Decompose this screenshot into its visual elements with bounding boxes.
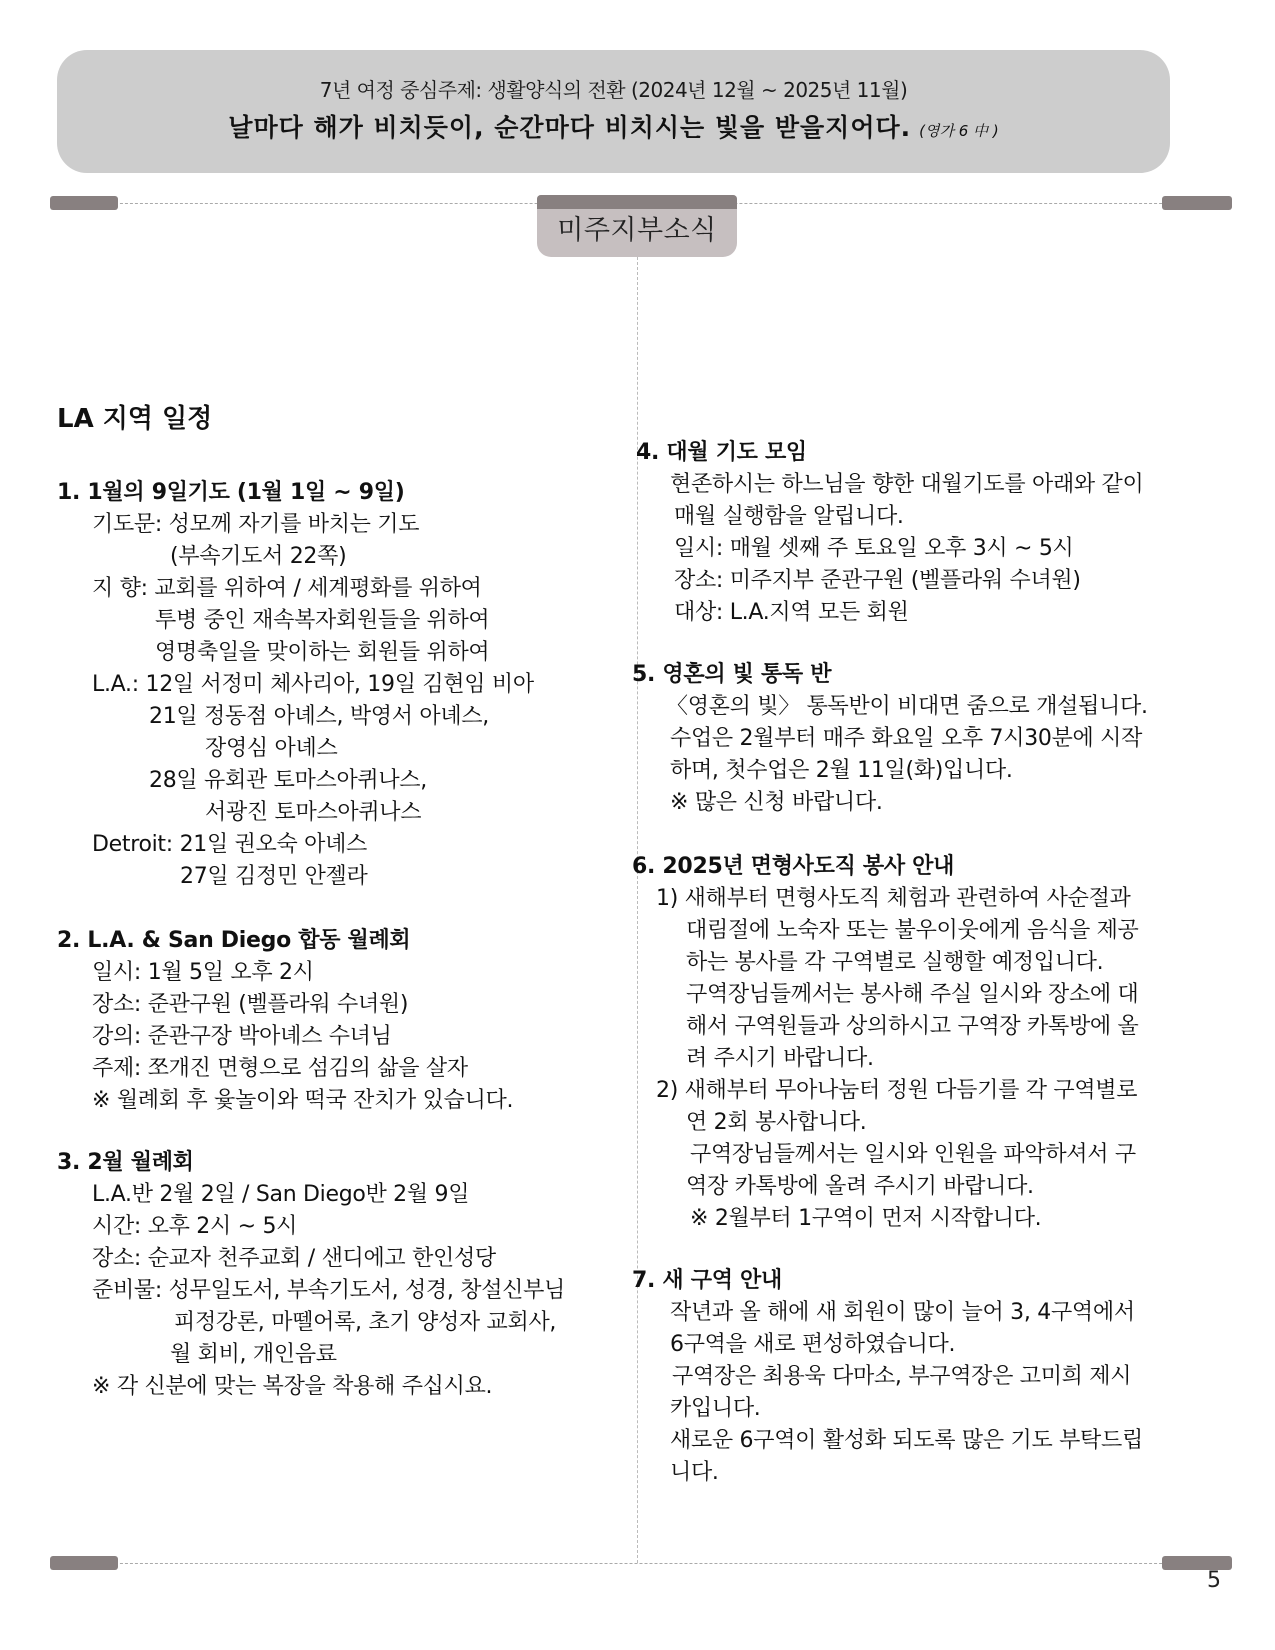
- section-line: 연 2회 봉사합니다.: [686, 1110, 867, 1135]
- section-line: ※ 각 신분에 맞는 복장을 착용해 주십시요.: [92, 1374, 493, 1399]
- bottom-divider: [50, 1563, 1232, 1564]
- top-left-tab-marker: [50, 196, 118, 210]
- section-line: 기도문: 성모께 자기를 바치는 기도: [92, 512, 420, 537]
- section-line: 구역장님들께서는 일시와 인원을 파악하셔서 구: [690, 1142, 1136, 1167]
- section-line: 구역장님들께서는 봉사해 주실 일시와 장소에 대: [686, 982, 1139, 1007]
- section-line: 2) 새해부터 무아나눔터 정원 다듬기를 각 구역별로: [656, 1078, 1138, 1103]
- section-line: 하며, 첫수업은 2월 11일(화)입니다.: [670, 758, 1013, 783]
- section-heading-4: 4. 대월 기도 모임: [636, 440, 807, 465]
- section-heading-3: 3. 2월 월례회: [57, 1150, 194, 1175]
- section-line: L.A.반 2월 2일 / San Diego반 2월 9일: [92, 1182, 470, 1207]
- page-number: 5: [1207, 1568, 1221, 1593]
- section-line: 27일 김정민 안젤라: [180, 864, 368, 889]
- section-line: 주제: 쪼개진 면형으로 섬김의 삶을 살자: [92, 1056, 468, 1081]
- section-heading-1: 1. 1월의 9일기도 (1월 1일 ~ 9일): [57, 480, 405, 505]
- section-line: 역장 카톡방에 올려 주시기 바랍니다.: [686, 1174, 1034, 1199]
- bottom-right-tab-marker: [1162, 1556, 1232, 1570]
- section-line: 니다.: [670, 1460, 719, 1485]
- section-line: 장영심 아녜스: [205, 736, 338, 761]
- section-line: (부속기도서 22쪽): [170, 544, 347, 569]
- section-line: 수업은 2월부터 매주 화요일 오후 7시30분에 시작: [670, 726, 1143, 751]
- section-line: 서광진 토마스아퀴나스: [205, 800, 422, 825]
- section-line: 21일 정동점 아녜스, 박영서 아녜스,: [149, 704, 489, 729]
- verse-text: 날마다 해가 비치듯이, 순간마다 비치시는 빛을 받을지어다.: [228, 113, 912, 142]
- section-tab-label: 미주지부소식: [557, 215, 717, 246]
- section-line: 해서 구역원들과 상의하시고 구역장 카톡방에 올: [686, 1014, 1139, 1039]
- section-line: 작년과 올 해에 새 회원이 많이 늘어 3, 4구역에서: [670, 1300, 1135, 1325]
- section-line: 1) 새해부터 면형사도직 체험과 관련하여 사순절과: [656, 886, 1131, 911]
- section-line: 장소: 미주지부 준관구원 (벨플라워 수녀원): [674, 568, 1081, 593]
- section-line: 려 주시기 바랍니다.: [686, 1046, 874, 1071]
- section-line: 시간: 오후 2시 ~ 5시: [92, 1214, 298, 1239]
- section-line: 대상: L.A.지역 모든 회원: [674, 600, 909, 625]
- banner-verse: [57, 108, 1170, 144]
- section-line: 지 향: 교회를 위하여 / 세계평화를 위하여: [92, 576, 482, 601]
- section-line: 대림절에 노숙자 또는 불우이웃에게 음식을 제공: [686, 918, 1139, 943]
- header-banner: [57, 50, 1170, 173]
- section-line: ※ 월례회 후 윷놀이와 떡국 잔치가 있습니다.: [92, 1088, 514, 1113]
- page-title: LA 지역 일정: [57, 404, 213, 434]
- section-line: 장소: 준관구원 (벨플라워 수녀원): [92, 992, 409, 1017]
- section-tab-cap: [537, 195, 737, 209]
- section-line: 강의: 준관구장 박아녜스 수녀님: [92, 1024, 392, 1049]
- section-line: 영명축일을 맞이하는 회원들 위하여: [155, 640, 490, 665]
- section-line: 〈영혼의 빛〉 통독반이 비대면 줌으로 개설됩니다.: [666, 694, 1148, 719]
- section-line: 현존하시는 하느님을 향한 대월기도를 아래와 같이: [670, 472, 1144, 497]
- section-line: 일시: 1월 5일 오후 2시: [92, 960, 314, 985]
- bottom-left-tab-marker: [50, 1556, 118, 1570]
- section-line: 투병 중인 재속복자회원들을 위하여: [155, 608, 490, 633]
- verse-citation: (영가 6 中 ): [919, 122, 999, 140]
- section-line: 하는 봉사를 각 구역별로 실행할 예정입니다.: [686, 950, 1104, 975]
- section-line: 월 회비, 개인음료: [170, 1342, 337, 1367]
- section-line: 새로운 6구역이 활성화 되도록 많은 기도 부탁드립: [670, 1428, 1143, 1453]
- section-line: Detroit: 21일 권오숙 아녜스: [92, 832, 368, 857]
- section-line: 카입니다.: [670, 1396, 761, 1421]
- section-line: 28일 유회관 토마스아퀴나스,: [149, 768, 427, 793]
- banner-theme: 7년 여정 중심주제: 생활양식의 전환 (2024년 12월 ~ 2025년 11월): [319, 78, 908, 102]
- section-line: 준비물: 성무일도서, 부속기도서, 성경, 창설신부님: [92, 1278, 566, 1303]
- section-line: 피정강론, 마뗄어록, 초기 양성자 교회사,: [174, 1310, 557, 1335]
- section-line: 매월 실행함을 알립니다.: [674, 504, 904, 529]
- section-line: 장소: 순교자 천주교회 / 샌디에고 한인성당: [92, 1246, 496, 1271]
- section-line: ※ 2월부터 1구역이 먼저 시작합니다.: [690, 1206, 1042, 1231]
- section-line: 6구역을 새로 편성하였습니다.: [670, 1332, 956, 1357]
- section-tab: [537, 195, 737, 257]
- section-line: 구역장은 최용욱 다마소, 부구역장은 고미희 제시: [672, 1364, 1132, 1389]
- section-line: L.A.: 12일 서정미 체사리아, 19일 김현임 비아: [92, 672, 534, 697]
- section-line: 일시: 매월 셋째 주 토요일 오후 3시 ~ 5시: [674, 536, 1074, 561]
- section-heading-6: 6. 2025년 면형사도직 봉사 안내: [632, 854, 955, 879]
- section-heading-7: 7. 새 구역 안내: [632, 1268, 782, 1293]
- section-heading-2: 2. L.A. & San Diego 합동 월례회: [57, 928, 411, 953]
- top-right-tab-marker: [1162, 196, 1232, 210]
- section-line: ※ 많은 신청 바랍니다.: [670, 790, 883, 815]
- section-heading-5: 5. 영혼의 빛 통독 반: [632, 662, 832, 687]
